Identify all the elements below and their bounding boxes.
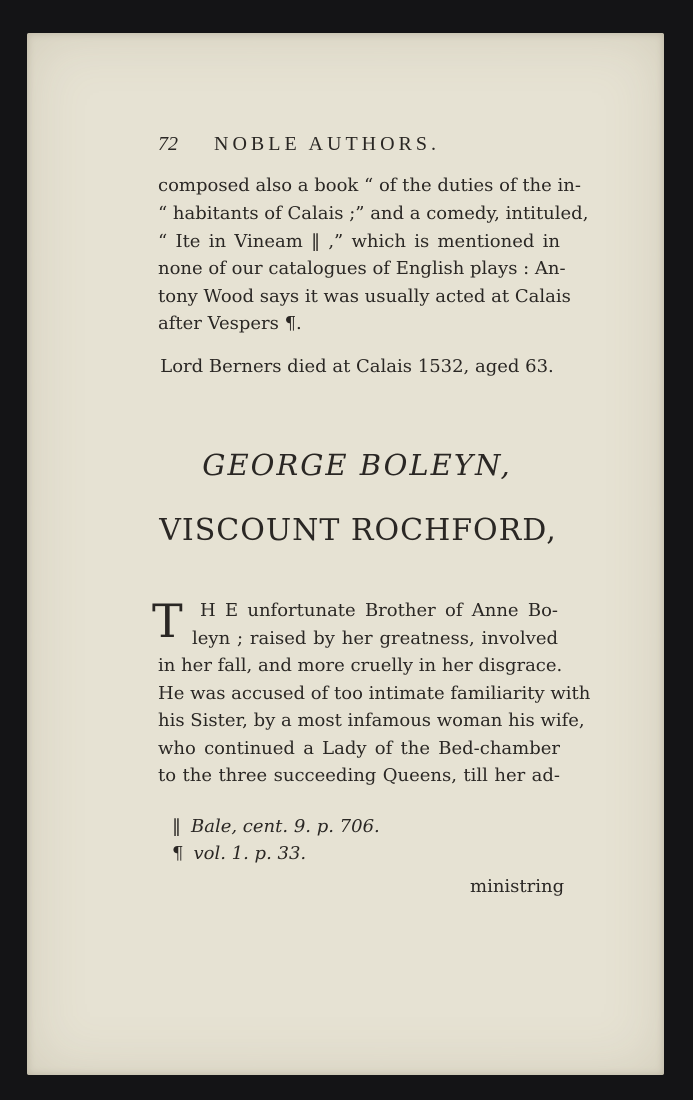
section-subtitle: VISCOUNT ROCHFORD,: [159, 513, 557, 548]
body-line: He was accused of too intimate familiarity with: [158, 683, 591, 704]
body-line: “ Ite in Vineam ‖ ,” which is mentioned in: [158, 231, 560, 252]
body-line: composed also a book “ of the duties of the in-: [158, 175, 581, 196]
drop-cap: T: [152, 594, 183, 648]
death-note: Lord Berners died at Calais 1532, aged 63.: [160, 356, 554, 377]
body-line: none of our catalogues of English plays : An-: [158, 258, 566, 279]
body-line: to the three succeeding Queens, till her ad-: [158, 765, 560, 786]
body-line: “ habitants of Calais ;” and a comedy, intituled,: [158, 203, 589, 224]
footnote-text: vol. 1. p. 33.: [193, 843, 307, 864]
body-line: after Vespers ¶.: [158, 313, 302, 334]
body-line: tony Wood says it was usually acted at Calais: [158, 286, 571, 307]
footnote: [172, 845, 306, 863]
running-head: [158, 133, 510, 156]
footnote-mark: ‖: [172, 816, 181, 837]
body-line: in her fall, and more cruelly in her disgrace.: [158, 655, 563, 676]
body-line: his Sister, by a most infamous woman his wife,: [158, 710, 585, 731]
body-line: leyn ; raised by her greatness, involved: [192, 628, 558, 649]
footnote-text: Bale, cent. 9. p. 706.: [191, 816, 380, 837]
section-title: GEORGE BOLEYN,: [202, 448, 512, 482]
running-title: NOBLE AUTHORS.: [214, 133, 441, 155]
footnote: [172, 818, 380, 836]
page-number: 72: [158, 133, 178, 155]
body-line: H E unfortunate Brother of Anne Bo-: [200, 600, 558, 621]
catchword: ministring: [470, 876, 565, 897]
body-line: who continued a Lady of the Bed-chamber: [158, 738, 560, 759]
footnote-mark: ¶: [172, 843, 184, 864]
